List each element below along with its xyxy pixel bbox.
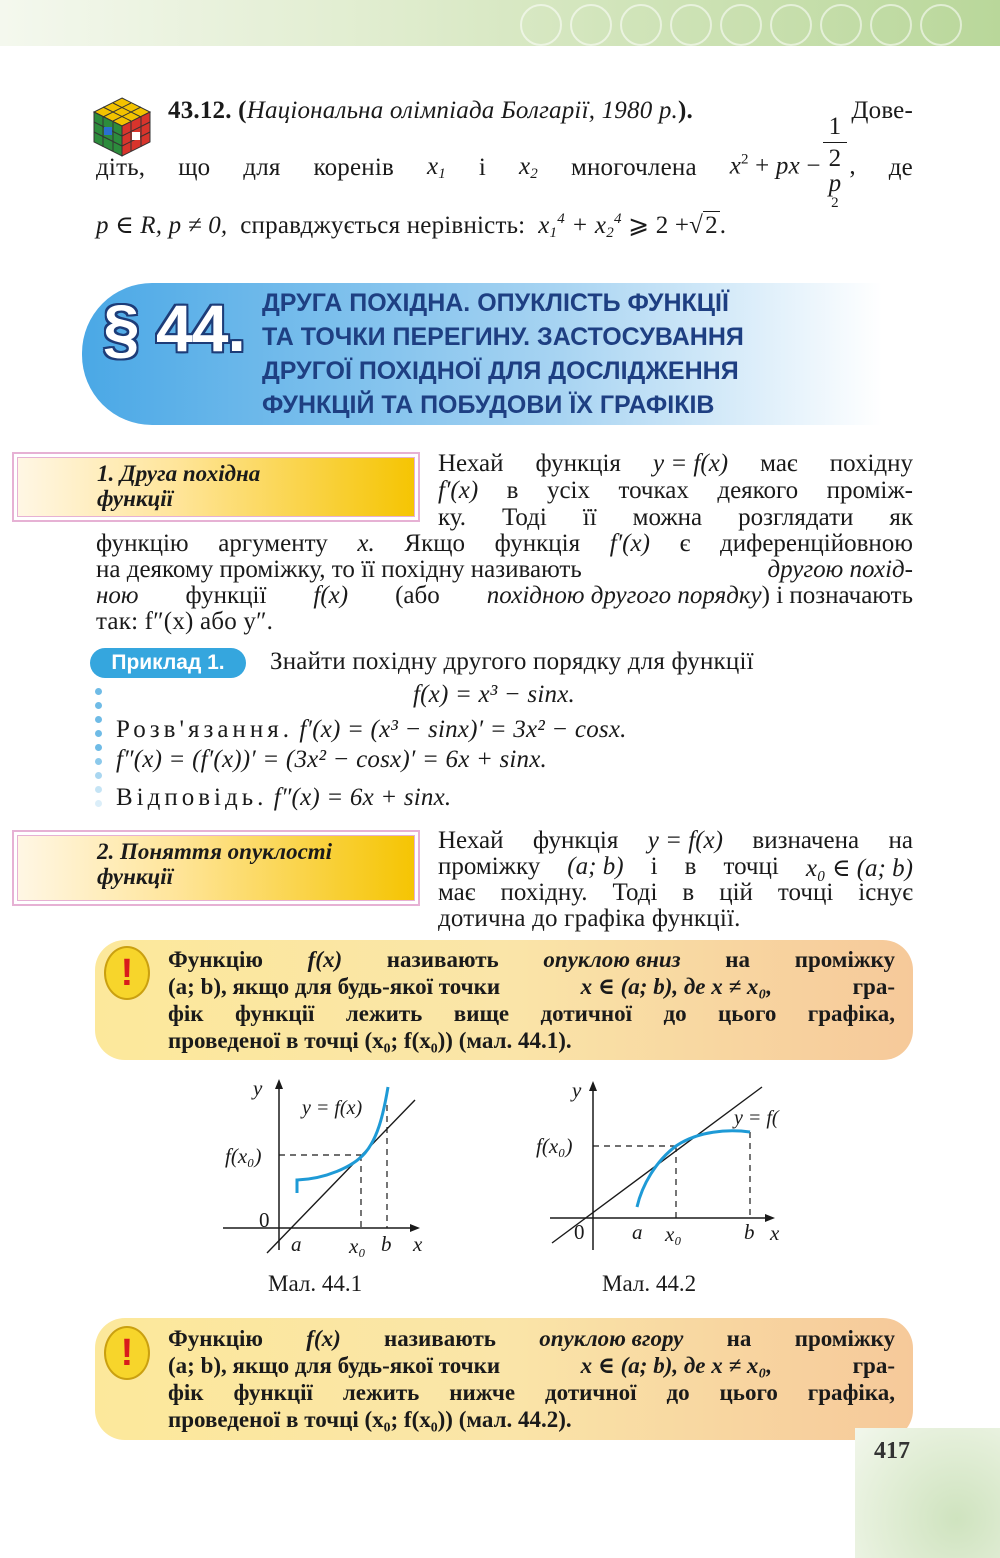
paren: ). (678, 97, 693, 124)
math-x1: $x_1$ (426, 153, 446, 182)
word: на (726, 1326, 752, 1351)
word: функція (532, 827, 619, 854)
b-label: b (744, 1220, 755, 1244)
x-axis-arrow (410, 1224, 420, 1232)
solution-line-1 (116, 716, 627, 744)
condition: p ∈ R, p ≠ 0, (96, 212, 228, 239)
word: диференційовною (720, 530, 913, 557)
word: функції (235, 1001, 315, 1026)
math: x ∈ (a; b), де x ≠ x₀, (580, 1353, 773, 1378)
word: в (684, 853, 697, 880)
term: опуклою вниз (543, 947, 681, 972)
sub1-line-4 (96, 530, 913, 558)
answer-label: Відповідь. (116, 784, 268, 811)
word: Тоді (502, 504, 547, 531)
math: f(x) (306, 1326, 341, 1351)
word: і (478, 154, 487, 181)
sub1-line-1 (438, 450, 913, 478)
word: в (506, 477, 519, 504)
word: визначена (752, 827, 860, 854)
word: на (725, 947, 751, 972)
heading-line: 2. Поняття опуклості (97, 839, 333, 864)
word: лежить (342, 1380, 420, 1405)
word: проміж- (826, 477, 913, 504)
figure-44-2 (530, 1075, 795, 1265)
term: опуклою вгору (539, 1326, 684, 1351)
word: існує (858, 879, 913, 906)
word: в (682, 879, 695, 906)
answer-line (116, 784, 451, 812)
word: до (666, 1380, 690, 1405)
math: f(x) (307, 947, 343, 972)
word: вище (453, 1001, 510, 1026)
word: (або (395, 582, 440, 609)
word: розглядати (738, 504, 854, 531)
math-x2: $x_2$ (519, 153, 538, 182)
solution-label: Розв'язання. (116, 716, 293, 743)
sub1-line-2 (438, 477, 913, 505)
sub1-line-6 (96, 582, 913, 610)
text: ) і позначають (761, 582, 913, 609)
subsection-2-heading (97, 839, 332, 889)
sub2-line-3 (438, 879, 913, 907)
word: коренів (313, 154, 395, 181)
problem-number: 43.12. (168, 97, 232, 124)
header-ornament-band (0, 0, 1000, 46)
problem-source: Національна олімпіада Болгарії, 1980 р. (246, 97, 679, 124)
word: функцію (96, 530, 189, 557)
page-number: 417 (874, 1438, 910, 1464)
sub1-line-3 (438, 504, 913, 532)
note-line (168, 1325, 895, 1352)
word: проміжку (438, 853, 541, 880)
b-label: b (381, 1232, 392, 1256)
math: f′(x) (438, 477, 479, 504)
word: лежить (345, 1001, 423, 1026)
word: гра- (852, 1353, 895, 1378)
word: цього (718, 1001, 777, 1026)
word: як (889, 504, 913, 531)
word: Якщо (404, 530, 465, 557)
exclamation-icon: ! (104, 1326, 150, 1380)
fx0-label: f(x₀) (536, 1134, 573, 1158)
word: має (438, 879, 476, 906)
word: називають (384, 1326, 496, 1351)
word: усіх (546, 477, 590, 504)
word: ку. (438, 504, 467, 531)
word: цього (719, 1380, 778, 1405)
word: деякого (717, 477, 799, 504)
polynomial-formula: $x^2$ + px − 1 2 p $^2$ , (729, 113, 856, 211)
word: дотичної (540, 1001, 633, 1026)
problem-line-1-end: Дове- (851, 97, 913, 124)
word: многочлена (570, 154, 697, 181)
word: можна (632, 504, 703, 531)
word: функції (185, 582, 267, 609)
sub1-line-5 (96, 556, 913, 584)
math: f′(x) = (x³ − sinx)′ = 3x² − cosx. (299, 716, 627, 743)
paren: ( (238, 97, 247, 124)
math-inequality-rhs: ⩾ 2 + (628, 212, 690, 239)
word: похідну. (500, 879, 588, 906)
word: називають (386, 947, 499, 972)
problem-line-3 (96, 210, 726, 242)
term: другою похід- (767, 556, 913, 583)
section-title-line: ТА ТОЧКИ ПЕРЕГИНУ. ЗАСТОСУВАННЯ (262, 323, 744, 351)
word: точці (777, 879, 834, 906)
figure-44-2-caption: Мал. 44.2 (602, 1271, 697, 1296)
word: нижче (449, 1380, 516, 1405)
note-line (168, 1000, 895, 1027)
text: (a; b), якщо для будь-якої точки (168, 1353, 501, 1378)
word: Нехай (438, 827, 504, 854)
convex-up-curve (637, 1131, 750, 1207)
y-label: y (253, 1076, 263, 1100)
word: графіка, (807, 1001, 895, 1026)
x0-label: x₀ (665, 1222, 682, 1246)
exclamation-icon: ! (104, 946, 150, 1000)
word: Тоді (612, 879, 658, 906)
word: Функцію (168, 1326, 263, 1351)
word: точці (723, 853, 779, 880)
period: . (719, 212, 727, 239)
text: на деякому проміжку, то її похідну називають (96, 556, 582, 583)
figure-44-1 (215, 1075, 445, 1265)
figure-44-1-caption: Мал. 44.1 (268, 1271, 363, 1296)
word: точках (618, 477, 689, 504)
section-title (262, 286, 744, 422)
word: проміжку (794, 1326, 895, 1351)
subsection-1-heading (97, 461, 260, 511)
curve-label: y = f( (734, 1107, 779, 1129)
word: проміжку (794, 947, 895, 972)
problem-line-2 (96, 113, 913, 211)
y-axis-arrow (275, 1079, 283, 1089)
word: функція (535, 450, 621, 477)
sqrt-sign: √ (689, 212, 704, 239)
word: для (243, 154, 281, 181)
word: її (582, 504, 597, 531)
note-line (168, 1379, 895, 1406)
curve-label: y = f(x) (302, 1097, 363, 1119)
note-line: проведеної в точці (x₀; f(x₀)) (мал. 44.1). (168, 1028, 572, 1053)
frac-numerator: 1 (823, 114, 848, 143)
example-task: Знайти похідну другого порядку для функції (270, 648, 754, 675)
word: Функцію (168, 947, 263, 972)
tangent-line (267, 1100, 415, 1253)
math: (a; b) (567, 853, 624, 880)
word: має (760, 450, 798, 477)
a-label: a (632, 1220, 643, 1244)
word: аргументу (218, 530, 328, 557)
word: до (663, 1001, 687, 1026)
section-number: § 44. (103, 291, 245, 365)
word: і (650, 853, 658, 880)
sqrt-arg: 2 (705, 212, 718, 239)
section-title-line: ДРУГА ПОХІДНА. ОПУКЛІСТЬ ФУНКЦІЇ (262, 289, 729, 317)
x-label: x (770, 1221, 780, 1245)
word: функції (233, 1380, 313, 1405)
word: фік (168, 1001, 204, 1026)
origin-label: 0 (259, 1208, 270, 1232)
origin-label: 0 (574, 1220, 585, 1244)
heading-line: функції (97, 486, 174, 511)
math: f′(x) (609, 530, 650, 557)
word: діть, (96, 154, 146, 181)
term: похідною другого порядку (486, 582, 762, 609)
example-label: Приклад 1. (90, 648, 246, 678)
fx0-label: f(x₀) (225, 1144, 262, 1168)
text: (a; b), якщо для будь-якої точки (168, 974, 501, 999)
sub2-line-1 (438, 827, 913, 855)
word: що (178, 154, 211, 181)
note-line: проведеної в точці (x₀; f(x₀)) (мал. 44.2). (168, 1407, 572, 1432)
y-label: y (572, 1078, 582, 1102)
word: гра- (852, 974, 895, 999)
word: Нехай (438, 450, 504, 477)
math-inequality-lhs: $x_1^4 + x_2^4$ (538, 211, 622, 241)
word: на (888, 827, 913, 854)
note-line (168, 946, 895, 973)
note-2-text (168, 1325, 895, 1433)
word: цій (719, 879, 753, 906)
y-axis-arrow (589, 1081, 597, 1091)
a-label: a (291, 1232, 302, 1256)
note-line (168, 973, 895, 1000)
math: x₀ ∈ (a; b) (805, 855, 913, 882)
math: x. (357, 530, 375, 557)
math: f(x) (313, 582, 349, 609)
math: y = f(x) (652, 450, 729, 477)
heading-line: функції (97, 864, 174, 889)
word: фік (168, 1380, 204, 1405)
math: f″(x) = 6x + sinx. (273, 784, 452, 811)
word: графіка, (807, 1380, 895, 1405)
note-line (168, 1352, 895, 1379)
word: справджується нерівність: (240, 212, 526, 239)
example-formula: f(x) = x³ − sinx. (413, 681, 575, 708)
section-title-line: ДРУГОЇ ПОХІДНОЇ ДЛЯ ДОСЛІДЖЕННЯ (262, 357, 739, 385)
word: де (888, 154, 913, 181)
sub1-line-7: так: f″(x) або y″. (96, 608, 274, 635)
math: x ∈ (a; b), де x ≠ x₀, (580, 974, 773, 999)
term: ною (96, 582, 139, 609)
sub2-line-4: дотична до графіка функції. (438, 905, 741, 932)
section-title-line: ФУНКЦІЙ ТА ПОБУДОВИ ЇХ ГРАФІКІВ (262, 391, 715, 419)
solution-line-2: f″(x) = (f′(x))′ = (3x² − cosx)′ = 6x + sinx. (116, 746, 547, 773)
word: похідну (829, 450, 913, 477)
word: функція (494, 530, 581, 557)
example-dots (95, 688, 105, 808)
x-label: x (413, 1232, 423, 1256)
word: дотичної (545, 1380, 637, 1405)
word: є (679, 530, 691, 557)
math: y = f(x) (647, 827, 723, 854)
heading-line: 1. Друга похідна (97, 461, 261, 486)
x0-label: x₀ (349, 1234, 366, 1258)
note-1-text (168, 946, 895, 1054)
